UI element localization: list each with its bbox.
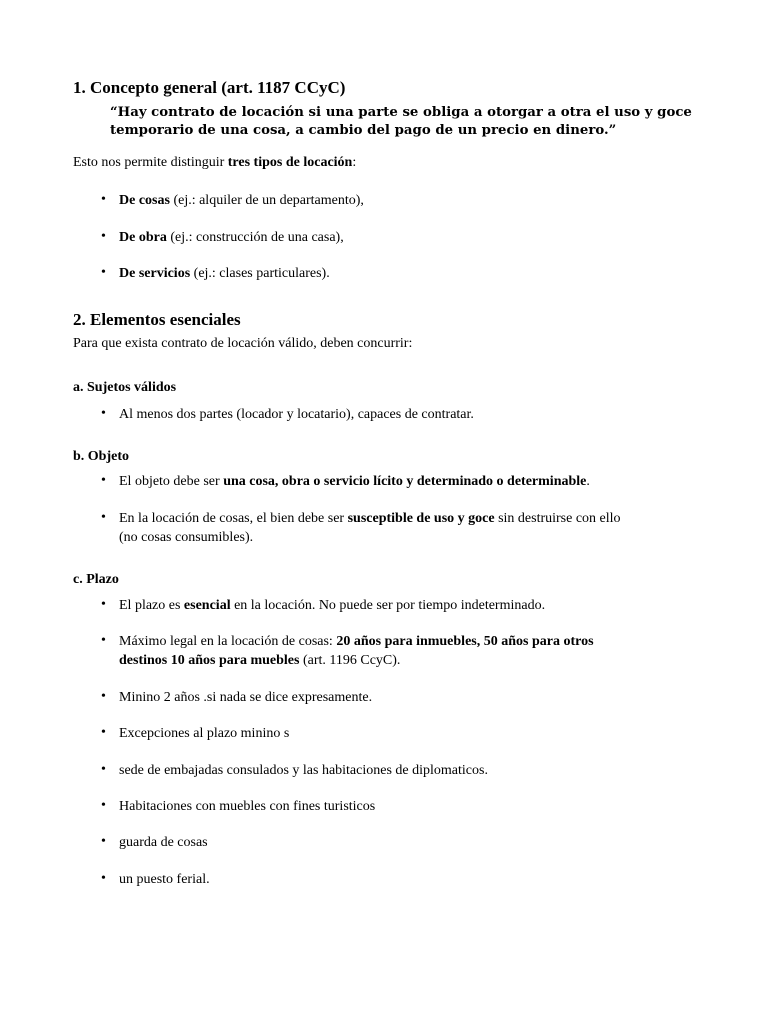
type-example: (ej.: clases particulares). bbox=[190, 266, 330, 281]
section1-heading: 1. Concepto general (art. 1187 CCyC) bbox=[73, 78, 346, 97]
section2-intro: Para que exista contrato de locación válido, deben concurrir: bbox=[73, 336, 413, 351]
subsection-c-title: c. Plazo bbox=[73, 572, 119, 587]
list-item-objeto-2-line2: (no cosas consumibles). bbox=[119, 530, 254, 545]
list-item-plazo-2-line2 bbox=[119, 651, 400, 670]
list-item-objeto-2 bbox=[119, 509, 621, 528]
bullet-icon: • bbox=[101, 192, 106, 207]
list-item-type-obra bbox=[119, 228, 344, 247]
bullet-icon: • bbox=[101, 871, 106, 886]
quote-line-1: “Hay contrato de locación si una parte se obliga a otorgar a otra el uso y goce bbox=[110, 105, 692, 120]
list-item-plazo-3: Minino 2 años .si nada se dice expresamente. bbox=[119, 690, 373, 705]
item-text: sin destruirse con ello bbox=[494, 511, 621, 526]
item-bold: una cosa, obra o servicio lícito y determinado o determinable bbox=[223, 474, 587, 489]
type-example: (ej.: alquiler de un departamento), bbox=[169, 193, 364, 208]
item-bold: destinos 10 años para muebles bbox=[119, 653, 300, 668]
list-item-type-cosas bbox=[119, 191, 364, 210]
item-text: . bbox=[586, 474, 590, 489]
list-item-objeto-1 bbox=[119, 472, 590, 491]
bullet-icon: • bbox=[101, 633, 106, 648]
item-text: Máximo legal en la locación de cosas: bbox=[119, 634, 337, 649]
bullet-icon: • bbox=[101, 265, 106, 280]
bullet-icon: • bbox=[101, 597, 106, 612]
list-item-plazo-6: Habitaciones con muebles con fines turisticos bbox=[119, 799, 376, 814]
types-intro-bold: tres tipos de locación bbox=[227, 155, 353, 170]
list-item-plazo-7: guarda de cosas bbox=[119, 835, 208, 850]
list-item-plazo-4: Excepciones al plazo minino s bbox=[119, 726, 290, 741]
bullet-icon: • bbox=[101, 406, 106, 421]
bullet-icon: • bbox=[101, 834, 106, 849]
list-item-sujetos: Al menos dos partes (locador y locatario), capaces de contratar. bbox=[119, 407, 474, 422]
list-item-plazo-1 bbox=[119, 596, 545, 615]
type-example: (ej.: construcción de una casa), bbox=[166, 230, 344, 245]
list-item-type-servicios bbox=[119, 264, 330, 283]
type-name: De servicios bbox=[119, 266, 191, 281]
item-text: El plazo es bbox=[119, 598, 184, 613]
types-intro-colon: : bbox=[352, 155, 357, 170]
bullet-icon: • bbox=[101, 510, 106, 525]
bullet-icon: • bbox=[101, 798, 106, 813]
item-bold: 20 años para inmuebles, 50 años para otros bbox=[336, 634, 594, 649]
list-item-plazo-5: sede de embajadas consulados y las habitaciones de diplomaticos. bbox=[119, 763, 488, 778]
types-intro bbox=[73, 155, 356, 171]
subsection-a-title: a. Sujetos válidos bbox=[73, 380, 177, 395]
type-name: De cosas bbox=[119, 193, 170, 208]
list-item-plazo-2 bbox=[119, 632, 594, 651]
bullet-icon: • bbox=[101, 762, 106, 777]
type-name: De obra bbox=[119, 230, 167, 245]
quote-line-2: temporario de una cosa, a cambio del pago de un precio en dinero.” bbox=[110, 123, 617, 138]
item-text: (art. 1196 CcyC). bbox=[299, 653, 401, 668]
bullet-icon: • bbox=[101, 725, 106, 740]
subsection-b-title: b. Objeto bbox=[73, 449, 129, 464]
item-text: en la locación. No puede ser por tiempo indeterminado. bbox=[230, 598, 546, 613]
bullet-icon: • bbox=[101, 229, 106, 244]
item-bold: susceptible de uso y goce bbox=[347, 511, 495, 526]
list-item-plazo-8: un puesto ferial. bbox=[119, 872, 210, 887]
item-text: El objeto debe ser bbox=[119, 474, 224, 489]
bullet-icon: • bbox=[101, 473, 106, 488]
bullet-icon: • bbox=[101, 689, 106, 704]
types-intro-text: Esto nos permite distinguir bbox=[73, 155, 228, 170]
item-bold: esencial bbox=[183, 598, 231, 613]
item-text: En la locación de cosas, el bien debe ser bbox=[119, 511, 348, 526]
section2-heading: 2. Elementos esenciales bbox=[73, 310, 241, 329]
